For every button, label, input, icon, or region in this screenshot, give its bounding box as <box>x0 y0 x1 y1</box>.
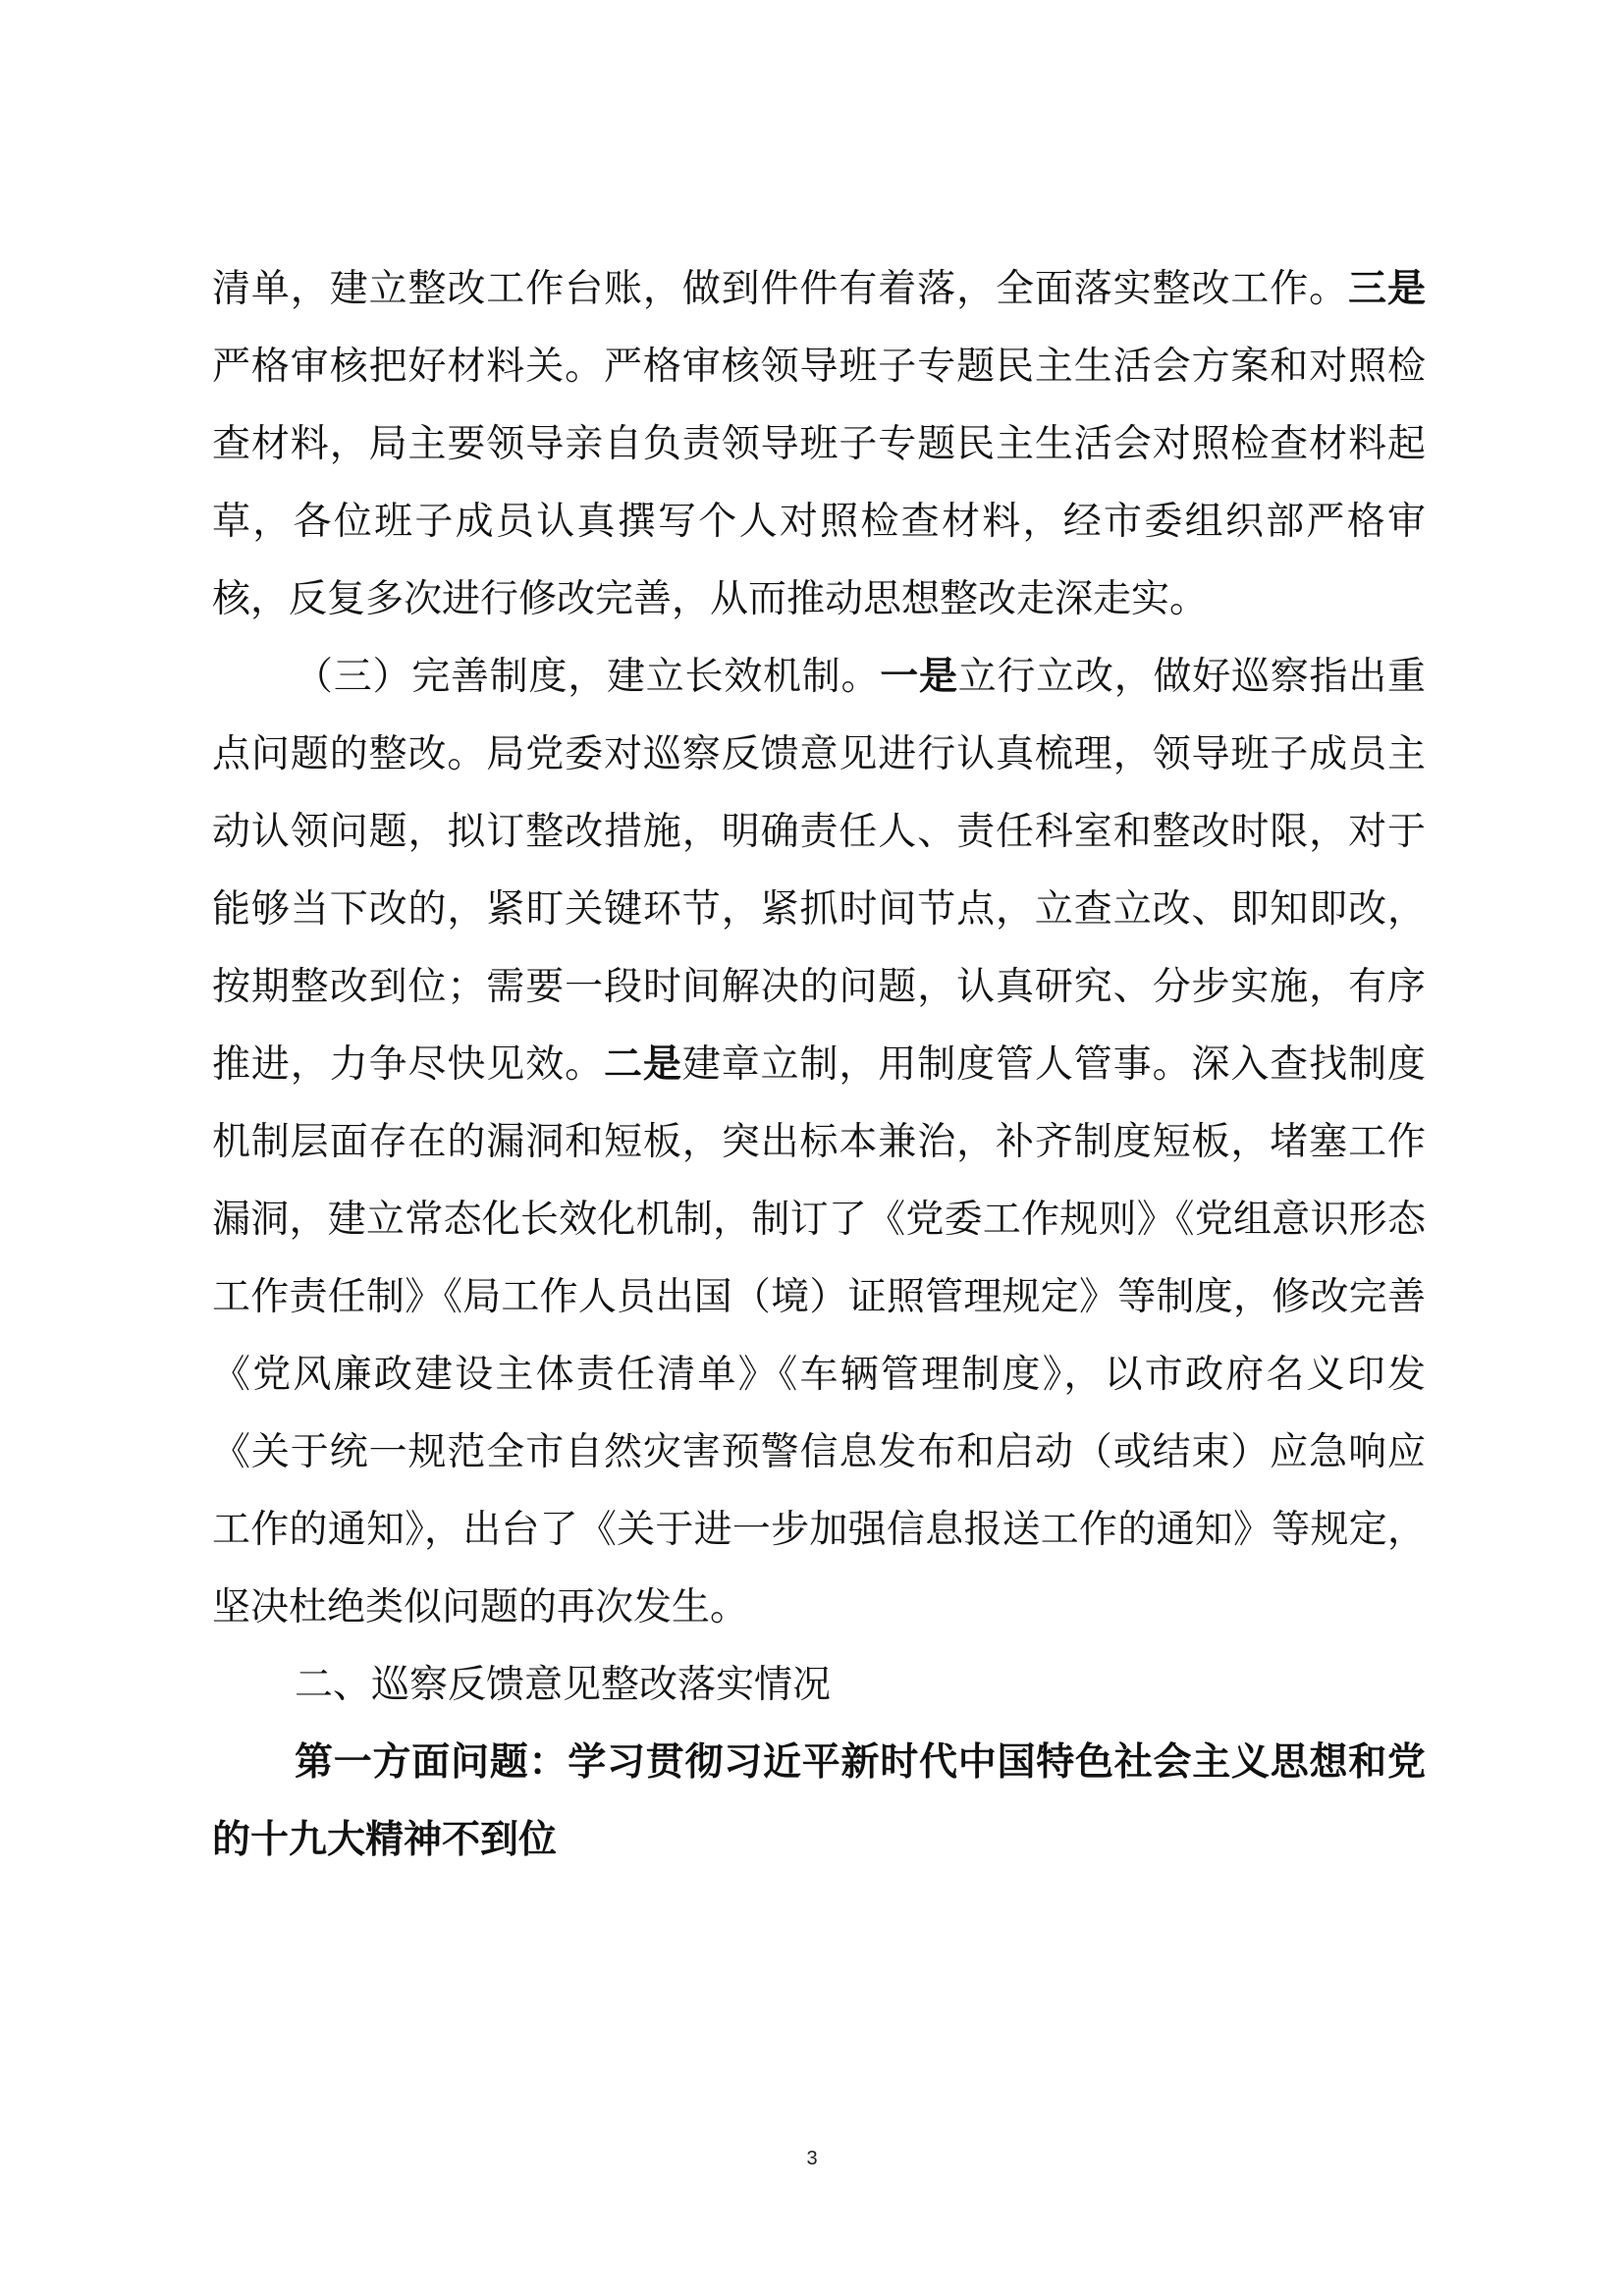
text-segment: 立行立改，做好巡察指出重点问题的整改。局党委对巡察反馈意见进行认真梳理，领导班子成员主动认领问题，拟订整改措施，明确责任人、责任科室和整改时限，对于能够当下改的，紧盯关键环节，紧抓时间节点，立查立改、即知即改，按期整改到位；需要一段时间解决的问题，认真研究、分步实施，有序推进，力争尽快见效。 <box>212 655 1426 1087</box>
bold-lead-phrase: 三是 <box>1348 267 1426 311</box>
text-segment: 严格审核把好材料关。严格审核领导班子专题民主生活会方案和对照检查材料，局主要领导亲自负责领导班子专题民主生活会对照检查材料起草，各位班子成员认真撰写个人对照检查材料，经市委组织部严格审核，反复多次进行修改完善，从而推动思想整改走深走实。 <box>212 345 1426 621</box>
document-body <box>212 250 1426 1879</box>
issue-heading: 第一方面问题：学习贯彻习近平新时代中国特色社会主义思想和党的十九大精神不到位 <box>212 1740 1426 1862</box>
bold-lead-phrase: 一是 <box>880 655 958 699</box>
page-number: 3 <box>806 2148 818 2169</box>
text-segment: （三）完善制度，建立长效机制。 <box>295 655 881 699</box>
section-heading: 二、巡察反馈意见整改落实情况 <box>295 1663 832 1707</box>
paragraph-improve-system <box>212 638 1426 1646</box>
text-segment: 清单，建立整改工作台账，做到件件有着落，全面落实整改工作。 <box>212 267 1349 311</box>
bold-lead-phrase: 二是 <box>604 1042 682 1087</box>
text-segment: 建章立制，用制度管人管事。深入查找制度机制层面存在的漏洞和短板，突出标本兼治，补齐制度短板，堵塞工作漏洞，建立常态化长效化机制，制订了《党委工作规则》《党组意识形态工作责任制》《局工作人员出国（境）证照管理规定》等制度，修改完善《党风廉政建设主体责任清单》《车辆管理制度》，以市政府名义印发《关于统一规范全市自然灾害预警信息发布和启动（或结束）应急响应工作的通知》，出台了《关于进一步加强信息报送工作的通知》等规定，坚决杜绝类似问题的再次发生。 <box>212 1042 1426 1629</box>
paragraph-review-materials <box>212 250 1426 638</box>
